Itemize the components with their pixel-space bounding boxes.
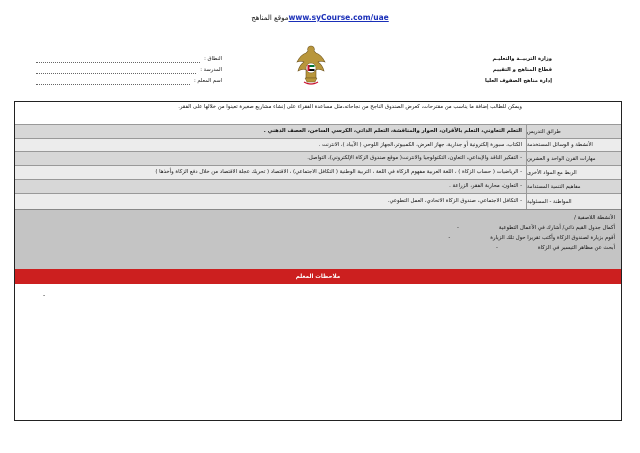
teacher-notes-field[interactable]: - [43,292,46,299]
citizenship-row [15,193,621,209]
school-info [36,54,222,87]
sector-name: قطاع المناهج و التقييم [492,67,552,73]
uae-emblem-icon [296,44,326,88]
extracurricular-activities [15,209,621,269]
citizenship-value: - التكافل الاجتماعي، صندوق الزكاة الاتحادي، العمل التطوعي. [387,198,522,204]
subject-links-label: الربط مع المواد الأخرى [526,166,621,179]
lesson-plan-table [14,101,622,421]
activity-item: أكمال جدول القيم ذاتي/ أشارك في الأعمال التطوعية- [456,225,615,231]
sustainability-value: - التعاون، محاربة الفقر، الزراعة . [449,183,522,189]
school-label: المدرسة : [200,67,222,73]
activity-item: أقوم بزيارة لصندوق الزكاة وأكتب تقريرا حول تلك الزيارة- [448,235,615,241]
ministry-block [485,54,552,87]
intro-row [15,102,621,124]
zone-field [36,54,222,65]
activities-tools-label: الأنشطة و الوسائل المستخدمة [526,139,621,151]
site-link[interactable] [0,13,640,22]
ministry-name: وزارة التربيــة والتعليـم [492,56,552,62]
sustainability-label: مفاهيم التنمية المستدامة [526,180,621,193]
teacher-line [36,79,190,85]
zone-line [36,57,200,63]
skills-label: مهارات القرن الواحد و العشرين [526,152,621,165]
site-url[interactable]: www.syCourse.com/uae [288,13,389,22]
sustainability-row [15,179,621,193]
activity-item: أبحث عن مظاهر التيسير في الزكاة- [495,245,615,251]
teaching-methods-label: طرائق التدريس [526,125,621,138]
department-name: إدارة مناهج الصفوف العليا [485,78,552,84]
activities-title: الأنشطة اللاصفية / [574,215,615,221]
activities-tools-value: الكتاب، سبورة إلكترونية أو جدارية، جهاز العرض، الكمبيوتر،الجهاز اللوحي ( الآيباد )، الانترنت . [318,141,522,148]
activities-tools-row [15,138,621,151]
subject-links-row [15,165,621,179]
school-field [36,65,222,76]
teaching-methods-row [15,124,621,138]
teacher-label: اسم المعلم : [194,78,222,84]
teaching-methods-value: التعلم التعاوني، التعلم بالأقران، الحوار والمناقشة، التعلم الذاتي، الكرسي الساخن، العصف الذهني . [263,128,522,134]
intro-text: ويمكن للطالب إضافة ما يناسب من مقترحات، كعرض الصندوق الناجح من نجاحاته،مثل مساعدة الفقراء على إنشاء مشاريع صغيرة تعينوا من خلالها على الفقر. [178,104,522,110]
site-label: موقع المناهج [251,14,289,22]
skills-row [15,151,621,165]
teacher-notes-header: ملاحظات المعلم [15,269,621,284]
school-line [36,68,196,74]
subject-links-value: - الرياضيات ( حساب الزكاة ) ، اللغة العربية مفهوم الزكاة في اللغة ، التربية الوطنية ( التكافل الاجتماعي) ، الاقتصاد ( تحريك عجلة الاقتصاد من خلال دفع الزكاة وأخذها ) [155,169,522,175]
zone-label: النطاق : [204,56,222,62]
teacher-field [36,76,222,87]
skills-value: - التفكير الناقد والإبداعي، التعاون، التكنولوجيا والانترنت( موقع صندوق الزكاة الإلكتروني)، التواصل. [307,155,522,161]
citizenship-label: المواطنة - المسئولية [526,194,621,209]
